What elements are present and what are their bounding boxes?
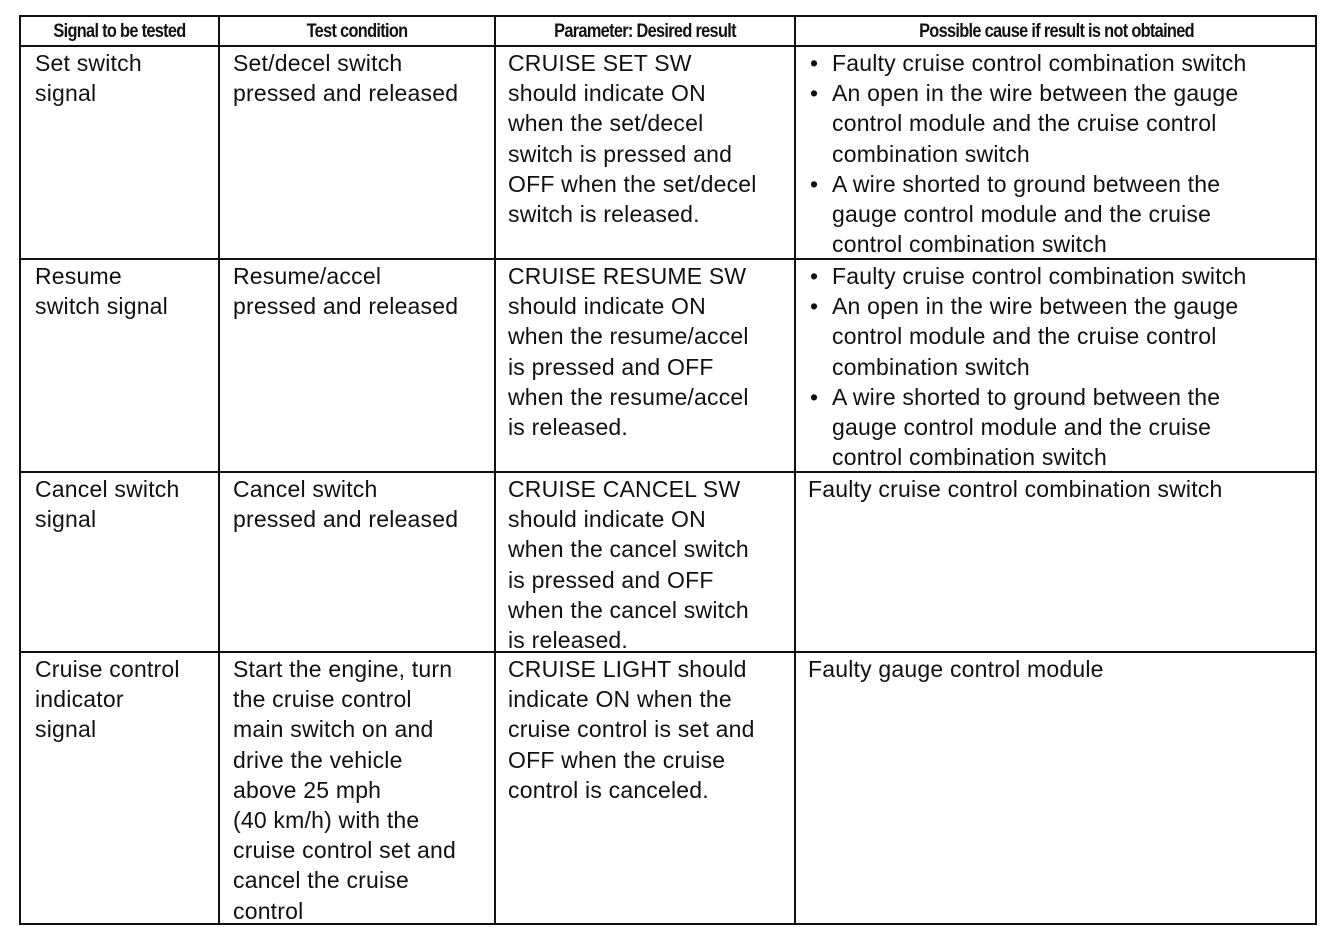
column-divider (494, 17, 496, 923)
text-line: Faulty gauge control module (808, 656, 1104, 682)
text-line: main switch on and (233, 716, 434, 743)
text-line: CRUISE SET SW (508, 50, 692, 76)
text-line: switch is released. (508, 201, 700, 228)
text-line: combination switch (832, 353, 1030, 380)
cause-item (808, 48, 1247, 78)
text-line: control module and the cruise control (832, 110, 1217, 137)
row2-condition (233, 261, 458, 321)
text-line: when the resume/accel (508, 323, 749, 350)
text-line: combination switch (832, 140, 1030, 167)
text-line: should indicate ON (508, 80, 706, 107)
text-line: OFF when the cruise (508, 746, 726, 773)
header-desired-result: Parameter: Desired result (554, 21, 736, 42)
text-line: Start the engine, turn (233, 656, 453, 682)
text-line: signal (35, 506, 97, 533)
text-line: pressed and released (233, 80, 459, 107)
text-line: when the cancel switch (508, 596, 749, 623)
header-signal: Signal to be tested (53, 21, 186, 42)
bullet-icon: • (810, 50, 819, 76)
text-line: control combination switch (832, 231, 1107, 258)
text-line: is pressed and OFF (508, 353, 714, 380)
text-line: should indicate ON (508, 506, 706, 533)
column-divider (218, 17, 220, 923)
row2-result (508, 261, 749, 442)
cause-item (808, 261, 1247, 291)
cause-item (808, 78, 1247, 169)
cause-item (808, 169, 1247, 260)
text-line: when the resume/accel (508, 383, 749, 410)
text-line: is released. (508, 414, 629, 441)
text-line: Faulty cruise control combination switch (832, 263, 1247, 289)
text-line: control is canceled. (508, 776, 709, 803)
row4-signal (35, 654, 180, 745)
text-line: pressed and released (233, 506, 459, 533)
row4-cause (808, 654, 1104, 684)
row1-result (508, 48, 757, 229)
row3-result (508, 474, 749, 655)
row1-signal (35, 48, 142, 108)
text-line: Faulty cruise control combination switch (808, 476, 1223, 502)
text-line: A wire shorted to ground between the (832, 170, 1221, 197)
bullet-icon: • (810, 170, 819, 197)
text-line: switch signal (35, 293, 168, 320)
text-line: gauge control module and the cruise (832, 201, 1212, 228)
cause-item (808, 291, 1247, 382)
text-line: switch is pressed and (508, 140, 733, 167)
row4-result (508, 654, 755, 805)
text-line: control module and the cruise control (832, 323, 1217, 350)
row1-condition (233, 48, 458, 108)
text-line: control (233, 897, 304, 924)
text-line: drive the vehicle (233, 746, 403, 773)
text-line: cruise control is set and (508, 716, 755, 743)
row2-signal (35, 261, 168, 321)
header-test-condition: Test condition (306, 21, 408, 42)
text-line: Cruise control (35, 656, 180, 682)
text-line: Cancel switch (233, 476, 378, 502)
text-line: indicate ON when the (508, 686, 732, 713)
text-line: control combination switch (832, 444, 1107, 471)
text-line: An open in the wire between the gauge (832, 80, 1239, 107)
text-line: (40 km/h) with the (233, 807, 420, 834)
text-line: CRUISE RESUME SW (508, 263, 747, 289)
text-line: signal (35, 80, 97, 107)
text-line: gauge control module and the cruise (832, 414, 1212, 441)
text-line: the cruise control (233, 686, 412, 713)
column-divider (794, 17, 796, 923)
text-line: Cancel switch (35, 476, 180, 502)
text-line: An open in the wire between the gauge (832, 293, 1239, 320)
bullet-icon: • (810, 383, 819, 410)
text-line: A wire shorted to ground between the (832, 383, 1221, 410)
text-line: pressed and released (233, 293, 459, 320)
text-line: when the cancel switch (508, 536, 749, 563)
row4-condition (233, 654, 456, 926)
text-line: signal (35, 716, 97, 743)
text-line: indicator (35, 686, 124, 713)
text-line: is released. (508, 627, 629, 654)
row2-causes (808, 261, 1247, 472)
text-line: Resume/accel (233, 263, 382, 289)
text-line: when the set/decel (508, 110, 704, 137)
row3-condition (233, 474, 458, 534)
cause-item (808, 382, 1247, 473)
text-line: cruise control set and (233, 837, 457, 864)
text-line: CRUISE CANCEL SW (508, 476, 741, 502)
text-line: Set/decel switch (233, 50, 403, 76)
diagnostic-table (19, 15, 1317, 925)
text-line: cancel the cruise (233, 867, 409, 894)
text-line: OFF when the set/decel (508, 170, 757, 197)
bullet-icon: • (810, 80, 819, 107)
bullet-icon: • (810, 263, 819, 289)
text-line: above 25 mph (233, 776, 382, 803)
text-line: Faulty cruise control combination switch (832, 50, 1247, 76)
header-possible-cause: Possible cause if result is not obtained (919, 21, 1194, 42)
text-line: should indicate ON (508, 293, 706, 320)
row1-causes (808, 48, 1247, 259)
text-line: Resume (35, 263, 122, 289)
text-line: Set switch (35, 50, 142, 76)
text-line: CRUISE LIGHT should (508, 656, 747, 682)
text-line: is pressed and OFF (508, 566, 714, 593)
row3-cause (808, 474, 1223, 504)
bullet-icon: • (810, 293, 819, 320)
row3-signal (35, 474, 180, 534)
